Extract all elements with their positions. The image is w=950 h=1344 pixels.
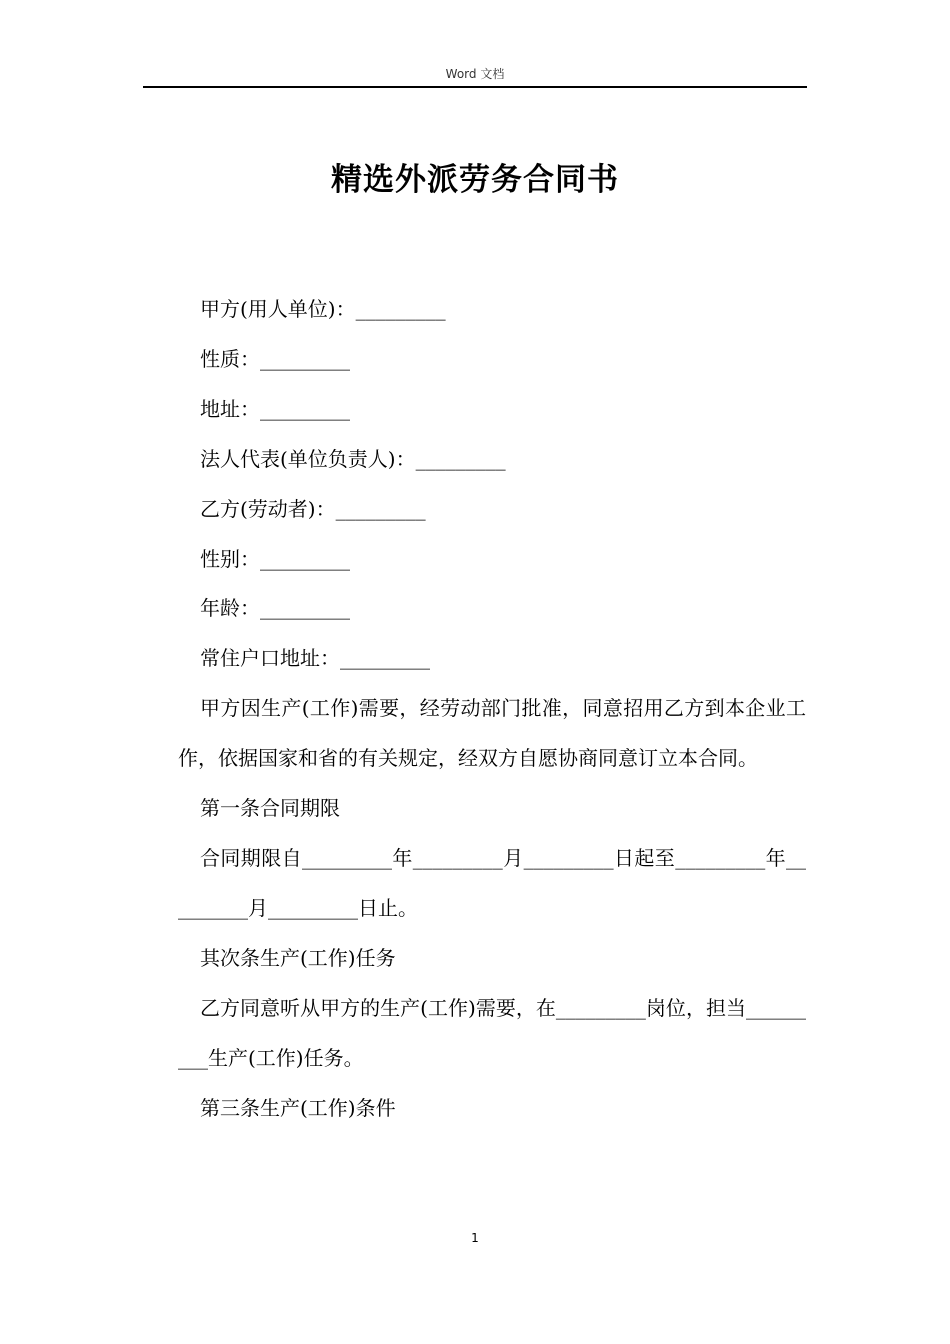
page-number: 1	[471, 1231, 479, 1245]
paragraph-residence-address: 常住户口地址：_________	[200, 646, 430, 671]
paragraph-nature: 性质：_________	[200, 346, 350, 371]
paragraph-age: 年龄：_________	[200, 596, 350, 621]
paragraph-article-2-heading: 其次条生产(工作)任务	[200, 945, 396, 970]
paragraph-party-b: 乙方(劳动者)：_________	[200, 496, 426, 521]
paragraph-article-2-body: 乙方同意听从甲方的生产(工作)需要，在_________岗位，担当_________生产(工作)任务。	[178, 995, 806, 1070]
paragraph-gender: 性别：_________	[200, 546, 350, 571]
paragraph-party-a: 甲方(用人单位)：_________	[200, 297, 446, 321]
document-body	[178, 285, 806, 1133]
paragraph-preamble: 甲方因生产(工作)需要，经劳动部门批准，同意招用乙方到本企业工作，依据国家和省的有关规定，经双方自愿协商同意订立本合同。	[178, 696, 806, 771]
document-title: 精选外派劳务合同书	[331, 162, 619, 198]
paragraph-article-1-body: 合同期限自_________年_________月_________日起至_________年_________月_________日止。	[178, 845, 806, 920]
paragraph-address: 地址：_________	[200, 396, 350, 421]
paragraph-legal-representative: 法人代表(单位负责人)：_________	[200, 446, 506, 471]
header-divider	[143, 86, 807, 88]
paragraph-article-3-heading: 第三条生产(工作)条件	[200, 1095, 396, 1120]
paragraph-article-1-heading: 第一条合同期限	[200, 796, 340, 821]
header-label: Word 文档	[445, 67, 505, 81]
